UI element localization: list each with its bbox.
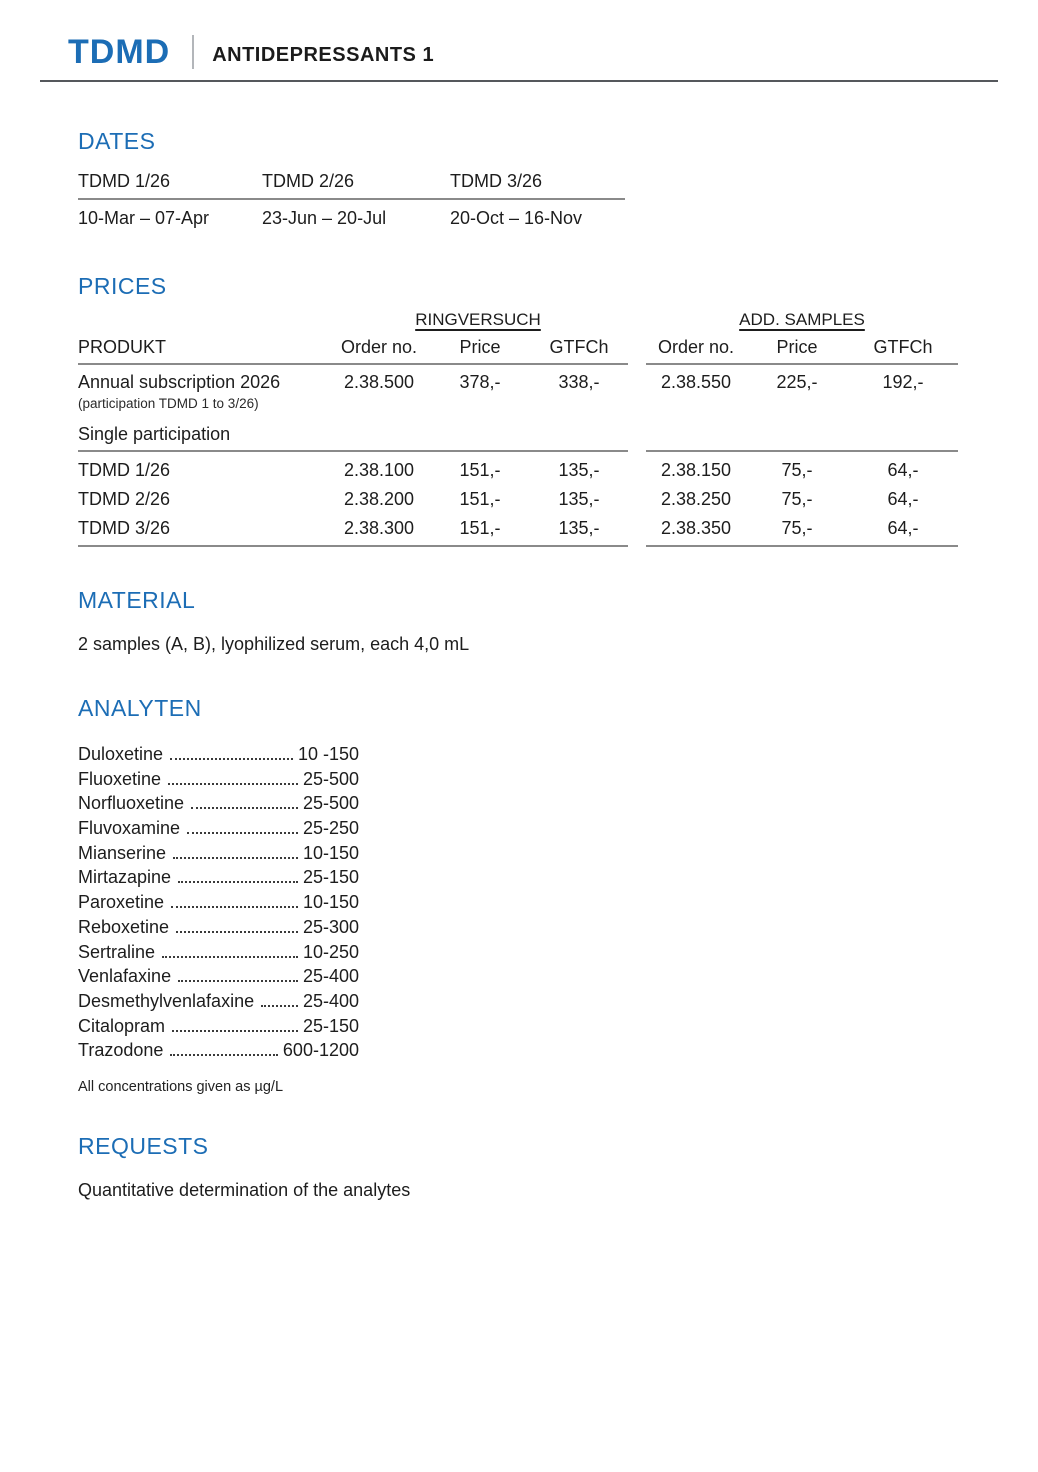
prices-column-header-row	[78, 337, 958, 365]
leader-dots	[178, 980, 298, 982]
analyte-name: Mianserine	[78, 842, 167, 863]
leader-dots	[173, 857, 298, 859]
leader-dots	[171, 906, 298, 908]
col-price: Price	[776, 337, 818, 357]
material-text: 2 samples (A, B), lyophilized serum, each 4,0 mL	[78, 634, 470, 654]
table-row-tdmd-3-26	[78, 510, 958, 547]
list-item	[78, 1040, 359, 1065]
dates-col-3-range: 20-Oct – 16-Nov	[450, 208, 583, 228]
cell-gtfch: 64,-	[887, 460, 919, 480]
dates-heading: DATES	[78, 128, 156, 154]
cell-price: 75,-	[781, 489, 813, 509]
leader-dots	[170, 1054, 278, 1056]
analyte-name: Trazodone	[78, 1040, 164, 1061]
cell-order-no: 2.38.500	[343, 372, 415, 392]
leader-dots	[178, 881, 298, 883]
cell-price: 75,-	[781, 460, 813, 480]
col-gtfch: GTFCh	[873, 337, 933, 357]
analyte-name: Norfluoxetine	[78, 793, 185, 814]
analyte-range: 25-500	[302, 768, 359, 789]
list-item	[78, 917, 359, 942]
analyte-range: 600-1200	[282, 1040, 359, 1061]
concentration-unit-note: All concentrations given as µg/L	[78, 1078, 284, 1095]
cell-order-no: 2.38.150	[660, 460, 732, 480]
analyte-range: 25-150	[302, 1015, 359, 1036]
list-item	[78, 769, 359, 794]
analyte-range: 25-150	[302, 867, 359, 888]
cell-gtfch: 64,-	[887, 518, 919, 538]
analyte-name: Citalopram	[78, 1015, 166, 1036]
dates-table	[78, 171, 625, 229]
col-order-no: Order no.	[657, 337, 735, 357]
col-order-no: Order no.	[340, 337, 418, 357]
col-price: Price	[459, 337, 501, 357]
analyte-name: Mirtazapine	[78, 867, 172, 888]
single-participation-label: Single participation	[78, 424, 328, 452]
prices-table	[78, 310, 958, 547]
cell-gtfch: 135,-	[558, 518, 600, 538]
requests-heading: REQUESTS	[78, 1132, 209, 1159]
logo-tdmd: TDMD	[68, 33, 171, 71]
leader-dots	[176, 931, 298, 933]
analyte-range: 25-400	[302, 966, 359, 987]
annual-subscription-note-row	[78, 393, 958, 411]
analyte-range: 25-250	[302, 818, 359, 839]
list-item	[78, 867, 359, 892]
header-divider	[192, 35, 194, 69]
row-label: Annual subscription 2026	[78, 372, 281, 392]
leader-dots	[172, 1030, 298, 1032]
analyte-name: Fluoxetine	[78, 768, 162, 789]
analyte-name: Reboxetine	[78, 916, 170, 937]
page-header	[40, 34, 998, 82]
analytes-list	[78, 744, 359, 1065]
list-item	[78, 744, 359, 769]
list-item	[78, 942, 359, 967]
analyte-range: 25-500	[302, 793, 359, 814]
cell-price: 225,-	[776, 372, 818, 392]
prices-group-header-row	[78, 310, 958, 330]
analyte-name: Paroxetine	[78, 892, 165, 913]
cell-price: 151,-	[459, 460, 501, 480]
analyte-name: Fluvoxamine	[78, 818, 181, 839]
cell-price: 151,-	[459, 489, 501, 509]
leader-dots	[191, 807, 298, 809]
dates-col-3-label: TDMD 3/26	[450, 171, 543, 191]
cell-order-no: 2.38.100	[343, 460, 415, 480]
analyte-name: Desmethylvenlafaxine	[78, 990, 255, 1011]
list-item	[78, 892, 359, 917]
group-add-samples: ADD. SAMPLES	[739, 310, 865, 329]
analyte-name: Venlafaxine	[78, 966, 172, 987]
analyte-range: 25-300	[302, 916, 359, 937]
leader-dots	[261, 1005, 298, 1007]
list-item	[78, 1016, 359, 1041]
leader-dots	[170, 758, 293, 760]
list-item	[78, 793, 359, 818]
cell-gtfch: 64,-	[887, 489, 919, 509]
analyte-name: Duloxetine	[78, 744, 164, 764]
cell-order-no: 2.38.550	[660, 372, 732, 392]
cell-gtfch: 338,-	[558, 372, 600, 392]
cell-gtfch: 192,-	[882, 372, 924, 392]
row-label: TDMD 1/26	[78, 460, 171, 480]
cell-order-no: 2.38.350	[660, 518, 732, 538]
list-item	[78, 966, 359, 991]
list-item	[78, 818, 359, 843]
leader-dots	[187, 832, 298, 834]
leader-dots	[162, 956, 298, 958]
row-label: TDMD 3/26	[78, 518, 328, 547]
requests-text: Quantitative determination of the analytes	[78, 1179, 411, 1200]
cell-price: 151,-	[459, 518, 501, 538]
list-item	[78, 843, 359, 868]
cell-order-no: 2.38.200	[343, 489, 415, 509]
table-row-annual-subscription	[78, 365, 958, 393]
analyte-range: 10-250	[302, 941, 359, 962]
table-row-tdmd-1-26	[78, 452, 958, 481]
cell-price: 75,-	[781, 518, 813, 538]
cell-order-no: 2.38.300	[343, 518, 415, 538]
col-produkt: PRODUKT	[78, 337, 328, 365]
col-gtfch: GTFCh	[549, 337, 609, 357]
analyte-range: 10 -150	[297, 744, 359, 764]
ringversuch-columns	[328, 337, 628, 365]
dates-col-1-label: TDMD 1/26	[78, 171, 171, 191]
participation-note: (participation TDMD 1 to 3/26)	[78, 396, 259, 411]
material-heading: MATERIAL	[78, 587, 196, 613]
cell-price: 378,-	[459, 372, 501, 392]
analyte-range: 25-400	[302, 990, 359, 1011]
analyten-heading: ANALYTEN	[78, 695, 202, 721]
page-title: ANTIDEPRESSANTS 1	[212, 43, 435, 66]
analyte-range: 10-150	[302, 842, 359, 863]
dates-values-row	[78, 200, 625, 229]
cell-gtfch: 135,-	[558, 460, 600, 480]
analyte-name: Sertraline	[78, 941, 156, 962]
add-samples-columns	[646, 337, 958, 365]
row-label: TDMD 2/26	[78, 489, 171, 509]
dates-header-row	[78, 171, 625, 200]
prices-heading: PRICES	[78, 273, 167, 299]
dates-col-2-range: 23-Jun – 20-Jul	[262, 208, 387, 228]
single-participation-row	[78, 411, 958, 452]
group-ringversuch: RINGVERSUCH	[415, 310, 541, 329]
cell-order-no: 2.38.250	[660, 489, 732, 509]
leader-dots	[168, 783, 298, 785]
list-item	[78, 991, 359, 1016]
table-row-tdmd-2-26	[78, 481, 958, 510]
analyte-range: 10-150	[302, 892, 359, 913]
dates-col-2-label: TDMD 2/26	[262, 171, 355, 191]
dates-col-1-range: 10-Mar – 07-Apr	[78, 208, 210, 228]
cell-gtfch: 135,-	[558, 489, 600, 509]
